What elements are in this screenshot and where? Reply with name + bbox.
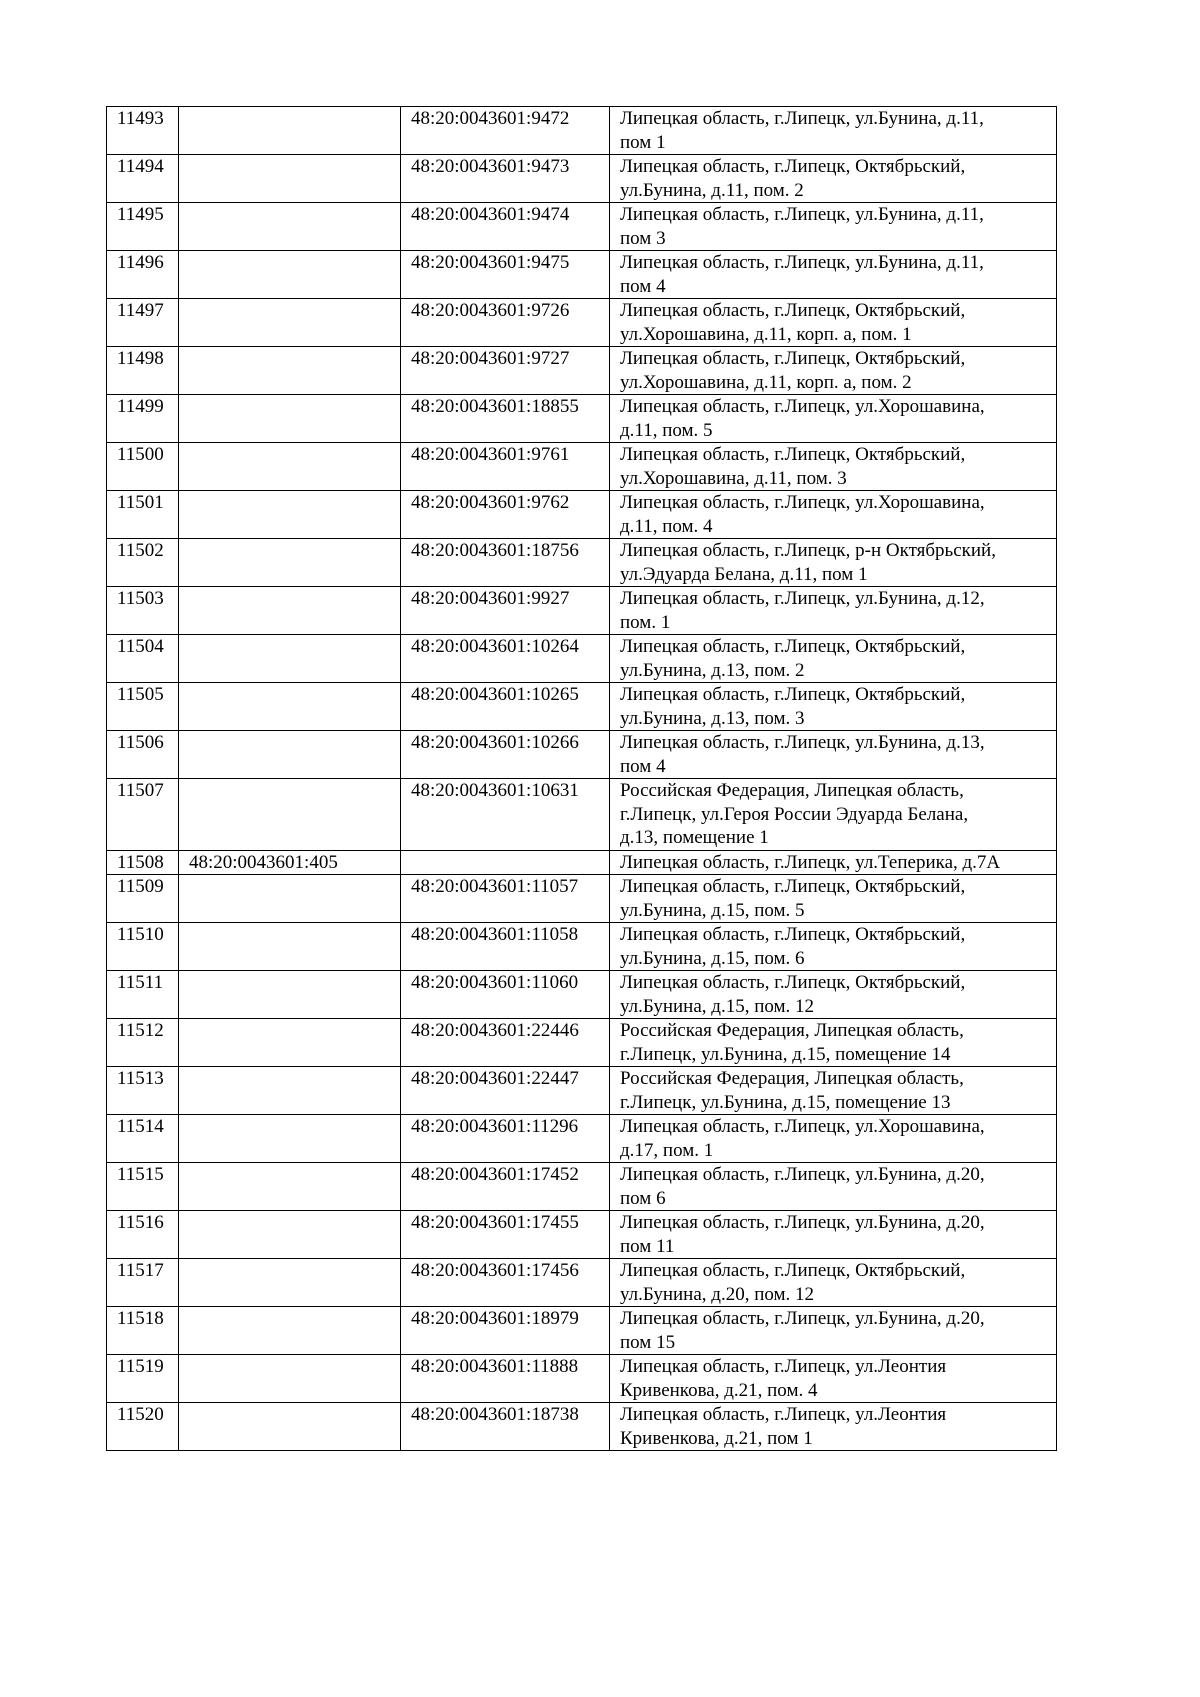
- row-number-cell: 11494: [107, 155, 179, 203]
- registry-table: [106, 106, 1057, 1451]
- parcel-cadastral-cell: [179, 1259, 401, 1307]
- row-number-cell: 11512: [107, 1019, 179, 1067]
- parcel-cadastral-cell: [179, 587, 401, 635]
- address-line: Липецкая область, г.Липецк, ул.Хорошавина,: [620, 396, 985, 417]
- parcel-cadastral-cell: [179, 1163, 401, 1211]
- premises-cadastral-cell: 48:20:0043601:10631: [401, 779, 610, 851]
- address-line: Липецкая область, г.Липецк, ул.Теперика, д.7А: [620, 851, 1001, 873]
- address-cell: [610, 107, 1057, 155]
- address-line: Российская Федерация, Липецкая область,: [620, 1068, 964, 1089]
- address-line: пом 1: [620, 131, 666, 153]
- table-row: [107, 1355, 1057, 1403]
- premises-cadastral-cell: 48:20:0043601:9761: [401, 443, 610, 491]
- address-line: г.Липецк, ул.Бунина, д.15, помещение 13: [620, 1091, 951, 1113]
- premises-cadastral-cell: 48:20:0043601:11060: [401, 971, 610, 1019]
- premises-cadastral-cell: 48:20:0043601:18979: [401, 1307, 610, 1355]
- address-line: Липецкая область, г.Липецк, Октябрьский,: [620, 1260, 966, 1281]
- address-line: д.11, пом. 5: [620, 419, 713, 441]
- parcel-cadastral-cell: [179, 923, 401, 971]
- table-row: [107, 395, 1057, 443]
- row-number-cell: 11515: [107, 1163, 179, 1211]
- parcel-cadastral-cell: [179, 683, 401, 731]
- table-row: [107, 251, 1057, 299]
- address-line: Кривенкова, д.21, пом. 4: [620, 1379, 818, 1401]
- table-row: [107, 1307, 1057, 1355]
- address-line: ул.Бунина, д.13, пом. 2: [620, 659, 805, 681]
- parcel-cadastral-cell: [179, 1019, 401, 1067]
- address-line: Липецкая область, г.Липецк, ул.Бунина, д.12,: [620, 588, 985, 609]
- row-number-cell: 11513: [107, 1067, 179, 1115]
- row-number-cell: 11501: [107, 491, 179, 539]
- table-row: [107, 1259, 1057, 1307]
- address-cell: [610, 587, 1057, 635]
- parcel-cadastral-cell: [179, 107, 401, 155]
- row-number-cell: 11499: [107, 395, 179, 443]
- parcel-cadastral-cell: [179, 635, 401, 683]
- premises-cadastral-cell: 48:20:0043601:9474: [401, 203, 610, 251]
- table-row: [107, 443, 1057, 491]
- address-line: ул.Эдуарда Белана, д.11, пом 1: [620, 563, 868, 585]
- parcel-cadastral-cell: [179, 251, 401, 299]
- row-number-cell: 11496: [107, 251, 179, 299]
- address-cell: [610, 1307, 1057, 1355]
- premises-cadastral-cell: 48:20:0043601:17456: [401, 1259, 610, 1307]
- address-line: Липецкая область, г.Липецк, Октябрьский,: [620, 636, 966, 657]
- address-cell: [610, 299, 1057, 347]
- table-row: [107, 779, 1057, 851]
- premises-cadastral-cell: 48:20:0043601:22446: [401, 1019, 610, 1067]
- address-line: г.Липецк, ул.Бунина, д.15, помещение 14: [620, 1043, 951, 1065]
- premises-cadastral-cell: [401, 850, 610, 875]
- premises-cadastral-cell: 48:20:0043601:9762: [401, 491, 610, 539]
- row-number-cell: 11498: [107, 347, 179, 395]
- premises-cadastral-cell: 48:20:0043601:11057: [401, 875, 610, 923]
- premises-cadastral-cell: 48:20:0043601:9475: [401, 251, 610, 299]
- address-line: г.Липецк, ул.Героя России Эдуарда Белана,: [620, 803, 969, 825]
- premises-cadastral-cell: 48:20:0043601:11058: [401, 923, 610, 971]
- address-line: Липецкая область, г.Липецк, ул.Бунина, д.20,: [620, 1212, 985, 1233]
- address-line: Липецкая область, г.Липецк, ул.Бунина, д.11,: [620, 108, 984, 129]
- row-number-cell: 11502: [107, 539, 179, 587]
- parcel-cadastral-cell: [179, 731, 401, 779]
- table-row: [107, 1115, 1057, 1163]
- parcel-cadastral-cell: [179, 203, 401, 251]
- table-row: [107, 1163, 1057, 1211]
- premises-cadastral-cell: 48:20:0043601:18855: [401, 395, 610, 443]
- row-number-cell: 11507: [107, 779, 179, 851]
- table-row: [107, 635, 1057, 683]
- address-line: ул.Бунина, д.11, пом. 2: [620, 179, 804, 201]
- premises-cadastral-cell: 48:20:0043601:18738: [401, 1403, 610, 1451]
- address-cell: [610, 1403, 1057, 1451]
- parcel-cadastral-cell: [179, 1355, 401, 1403]
- address-line: Липецкая область, г.Липецк, Октябрьский,: [620, 300, 966, 321]
- address-line: Российская Федерация, Липецкая область,: [620, 1020, 964, 1041]
- premises-cadastral-cell: 48:20:0043601:17455: [401, 1211, 610, 1259]
- address-line: пом 3: [620, 227, 666, 249]
- table-row: [107, 203, 1057, 251]
- address-cell: [610, 347, 1057, 395]
- address-line: Липецкая область, г.Липецк, ул.Бунина, д.20,: [620, 1308, 985, 1329]
- address-line: Липецкая область, г.Липецк, ул.Бунина, д.13,: [620, 732, 985, 753]
- address-line: пом 11: [620, 1235, 675, 1257]
- table-row: [107, 491, 1057, 539]
- row-number-cell: 11514: [107, 1115, 179, 1163]
- address-line: Российская Федерация, Липецкая область,: [620, 780, 964, 801]
- parcel-cadastral-cell: [179, 875, 401, 923]
- premises-cadastral-cell: 48:20:0043601:10266: [401, 731, 610, 779]
- address-line: Липецкая область, г.Липецк, ул.Бунина, д.11,: [620, 204, 984, 225]
- table-row: [107, 299, 1057, 347]
- address-cell: [610, 491, 1057, 539]
- premises-cadastral-cell: 48:20:0043601:9727: [401, 347, 610, 395]
- table-row: [107, 1019, 1057, 1067]
- address-cell: [610, 443, 1057, 491]
- row-number-cell: 11517: [107, 1259, 179, 1307]
- address-cell: [610, 1355, 1057, 1403]
- table-row: [107, 155, 1057, 203]
- address-cell: [610, 1115, 1057, 1163]
- address-line: Липецкая область, г.Липецк, Октябрьский,: [620, 972, 966, 993]
- table-row: [107, 1067, 1057, 1115]
- premises-cadastral-cell: 48:20:0043601:9927: [401, 587, 610, 635]
- parcel-cadastral-cell: [179, 347, 401, 395]
- registry-table-body: [107, 107, 1057, 1451]
- row-number-cell: 11520: [107, 1403, 179, 1451]
- address-line: ул.Хорошавина, д.11, корп. а, пом. 1: [620, 323, 912, 345]
- address-cell: [610, 203, 1057, 251]
- row-number-cell: 11510: [107, 923, 179, 971]
- parcel-cadastral-cell: [179, 1211, 401, 1259]
- address-line: ул.Бунина, д.13, пом. 3: [620, 707, 805, 729]
- row-number-cell: 11493: [107, 107, 179, 155]
- address-cell: [610, 539, 1057, 587]
- address-line: ул.Хорошавина, д.11, пом. 3: [620, 467, 847, 489]
- premises-cadastral-cell: 48:20:0043601:9473: [401, 155, 610, 203]
- address-line: пом 4: [620, 275, 666, 297]
- address-cell: [610, 1163, 1057, 1211]
- premises-cadastral-cell: 48:20:0043601:11888: [401, 1355, 610, 1403]
- address-line: Липецкая область, г.Липецк, ул.Бунина, д.20,: [620, 1164, 985, 1185]
- address-cell: [610, 875, 1057, 923]
- row-number-cell: 11506: [107, 731, 179, 779]
- parcel-cadastral-cell: [179, 491, 401, 539]
- address-cell: [610, 251, 1057, 299]
- address-line: пом 4: [620, 755, 666, 777]
- parcel-cadastral-cell: [179, 1067, 401, 1115]
- row-number-cell: 11511: [107, 971, 179, 1019]
- address-line: ул.Бунина, д.15, пом. 12: [620, 995, 815, 1017]
- address-cell: [610, 850, 1057, 875]
- address-line: ул.Бунина, д.20, пом. 12: [620, 1283, 815, 1305]
- premises-cadastral-cell: 48:20:0043601:10265: [401, 683, 610, 731]
- premises-cadastral-cell: 48:20:0043601:18756: [401, 539, 610, 587]
- address-cell: [610, 779, 1057, 851]
- premises-cadastral-cell: 48:20:0043601:9726: [401, 299, 610, 347]
- address-cell: [610, 683, 1057, 731]
- document-page: [106, 106, 1056, 1451]
- address-cell: [610, 155, 1057, 203]
- table-row: [107, 731, 1057, 779]
- address-line: Липецкая область, г.Липецк, Октябрьский,: [620, 444, 966, 465]
- parcel-cadastral-cell: [179, 1307, 401, 1355]
- address-cell: [610, 1259, 1057, 1307]
- premises-cadastral-cell: 48:20:0043601:17452: [401, 1163, 610, 1211]
- table-row: [107, 1403, 1057, 1451]
- parcel-cadastral-cell: [179, 1115, 401, 1163]
- parcel-cadastral-cell: [179, 539, 401, 587]
- address-line: Липецкая область, г.Липецк, ул.Леонтия: [620, 1404, 947, 1425]
- parcel-cadastral-cell: [179, 155, 401, 203]
- address-line: пом 15: [620, 1331, 676, 1353]
- table-row: [107, 683, 1057, 731]
- address-line: пом 6: [620, 1187, 666, 1209]
- parcel-cadastral-cell: [179, 971, 401, 1019]
- address-line: пом. 1: [620, 611, 671, 633]
- address-line: Липецкая область, г.Липецк, Октябрьский,: [620, 876, 966, 897]
- premises-cadastral-cell: 48:20:0043601:11296: [401, 1115, 610, 1163]
- address-cell: [610, 1019, 1057, 1067]
- address-line: ул.Бунина, д.15, пом. 5: [620, 899, 805, 921]
- premises-cadastral-cell: 48:20:0043601:10264: [401, 635, 610, 683]
- address-line: Липецкая область, г.Липецк, Октябрьский,: [620, 348, 966, 369]
- address-line: Липецкая область, г.Липецк, Октябрьский,: [620, 156, 966, 177]
- address-cell: [610, 1211, 1057, 1259]
- address-cell: [610, 731, 1057, 779]
- row-number-cell: 11505: [107, 683, 179, 731]
- address-line: ул.Хорошавина, д.11, корп. а, пом. 2: [620, 371, 912, 393]
- parcel-cadastral-cell: [179, 1403, 401, 1451]
- table-row: [107, 539, 1057, 587]
- table-row: [107, 971, 1057, 1019]
- address-line: Липецкая область, г.Липецк, Октябрьский,: [620, 924, 966, 945]
- table-row: [107, 923, 1057, 971]
- row-number-cell: 11497: [107, 299, 179, 347]
- address-line: Липецкая область, г.Липецк, р-н Октябрьский,: [620, 540, 996, 561]
- row-number-cell: 11504: [107, 635, 179, 683]
- row-number-cell: 11503: [107, 587, 179, 635]
- parcel-cadastral-cell: [179, 443, 401, 491]
- row-number-cell: 11509: [107, 875, 179, 923]
- address-line: д.13, помещение 1: [620, 827, 769, 848]
- address-line: д.11, пом. 4: [620, 515, 713, 537]
- row-number-cell: 11500: [107, 443, 179, 491]
- address-cell: [610, 395, 1057, 443]
- row-number-cell: 11495: [107, 203, 179, 251]
- parcel-cadastral-cell: [179, 779, 401, 851]
- row-number-cell: 11519: [107, 1355, 179, 1403]
- address-cell: [610, 971, 1057, 1019]
- address-cell: [610, 1067, 1057, 1115]
- address-cell: [610, 923, 1057, 971]
- address-line: Липецкая область, г.Липецк, Октябрьский,: [620, 684, 966, 705]
- table-row: [107, 347, 1057, 395]
- parcel-cadastral-cell: [179, 299, 401, 347]
- premises-cadastral-cell: 48:20:0043601:9472: [401, 107, 610, 155]
- address-line: Кривенкова, д.21, пом 1: [620, 1427, 813, 1449]
- address-line: д.17, пом. 1: [620, 1139, 714, 1161]
- address-line: Липецкая область, г.Липецк, ул.Хорошавина,: [620, 1116, 985, 1137]
- row-number-cell: 11508: [107, 850, 179, 875]
- premises-cadastral-cell: 48:20:0043601:22447: [401, 1067, 610, 1115]
- address-line: Липецкая область, г.Липецк, ул.Бунина, д.11,: [620, 252, 984, 273]
- table-row: [107, 107, 1057, 155]
- table-row: [107, 875, 1057, 923]
- address-line: Липецкая область, г.Липецк, ул.Леонтия: [620, 1356, 947, 1377]
- table-row: [107, 1211, 1057, 1259]
- parcel-cadastral-cell: [179, 395, 401, 443]
- parcel-cadastral-cell: 48:20:0043601:405: [179, 850, 401, 875]
- row-number-cell: 11518: [107, 1307, 179, 1355]
- address-line: Липецкая область, г.Липецк, ул.Хорошавина,: [620, 492, 985, 513]
- row-number-cell: 11516: [107, 1211, 179, 1259]
- table-row: [107, 587, 1057, 635]
- table-row: [107, 850, 1057, 875]
- address-cell: [610, 635, 1057, 683]
- address-line: ул.Бунина, д.15, пом. 6: [620, 947, 805, 969]
